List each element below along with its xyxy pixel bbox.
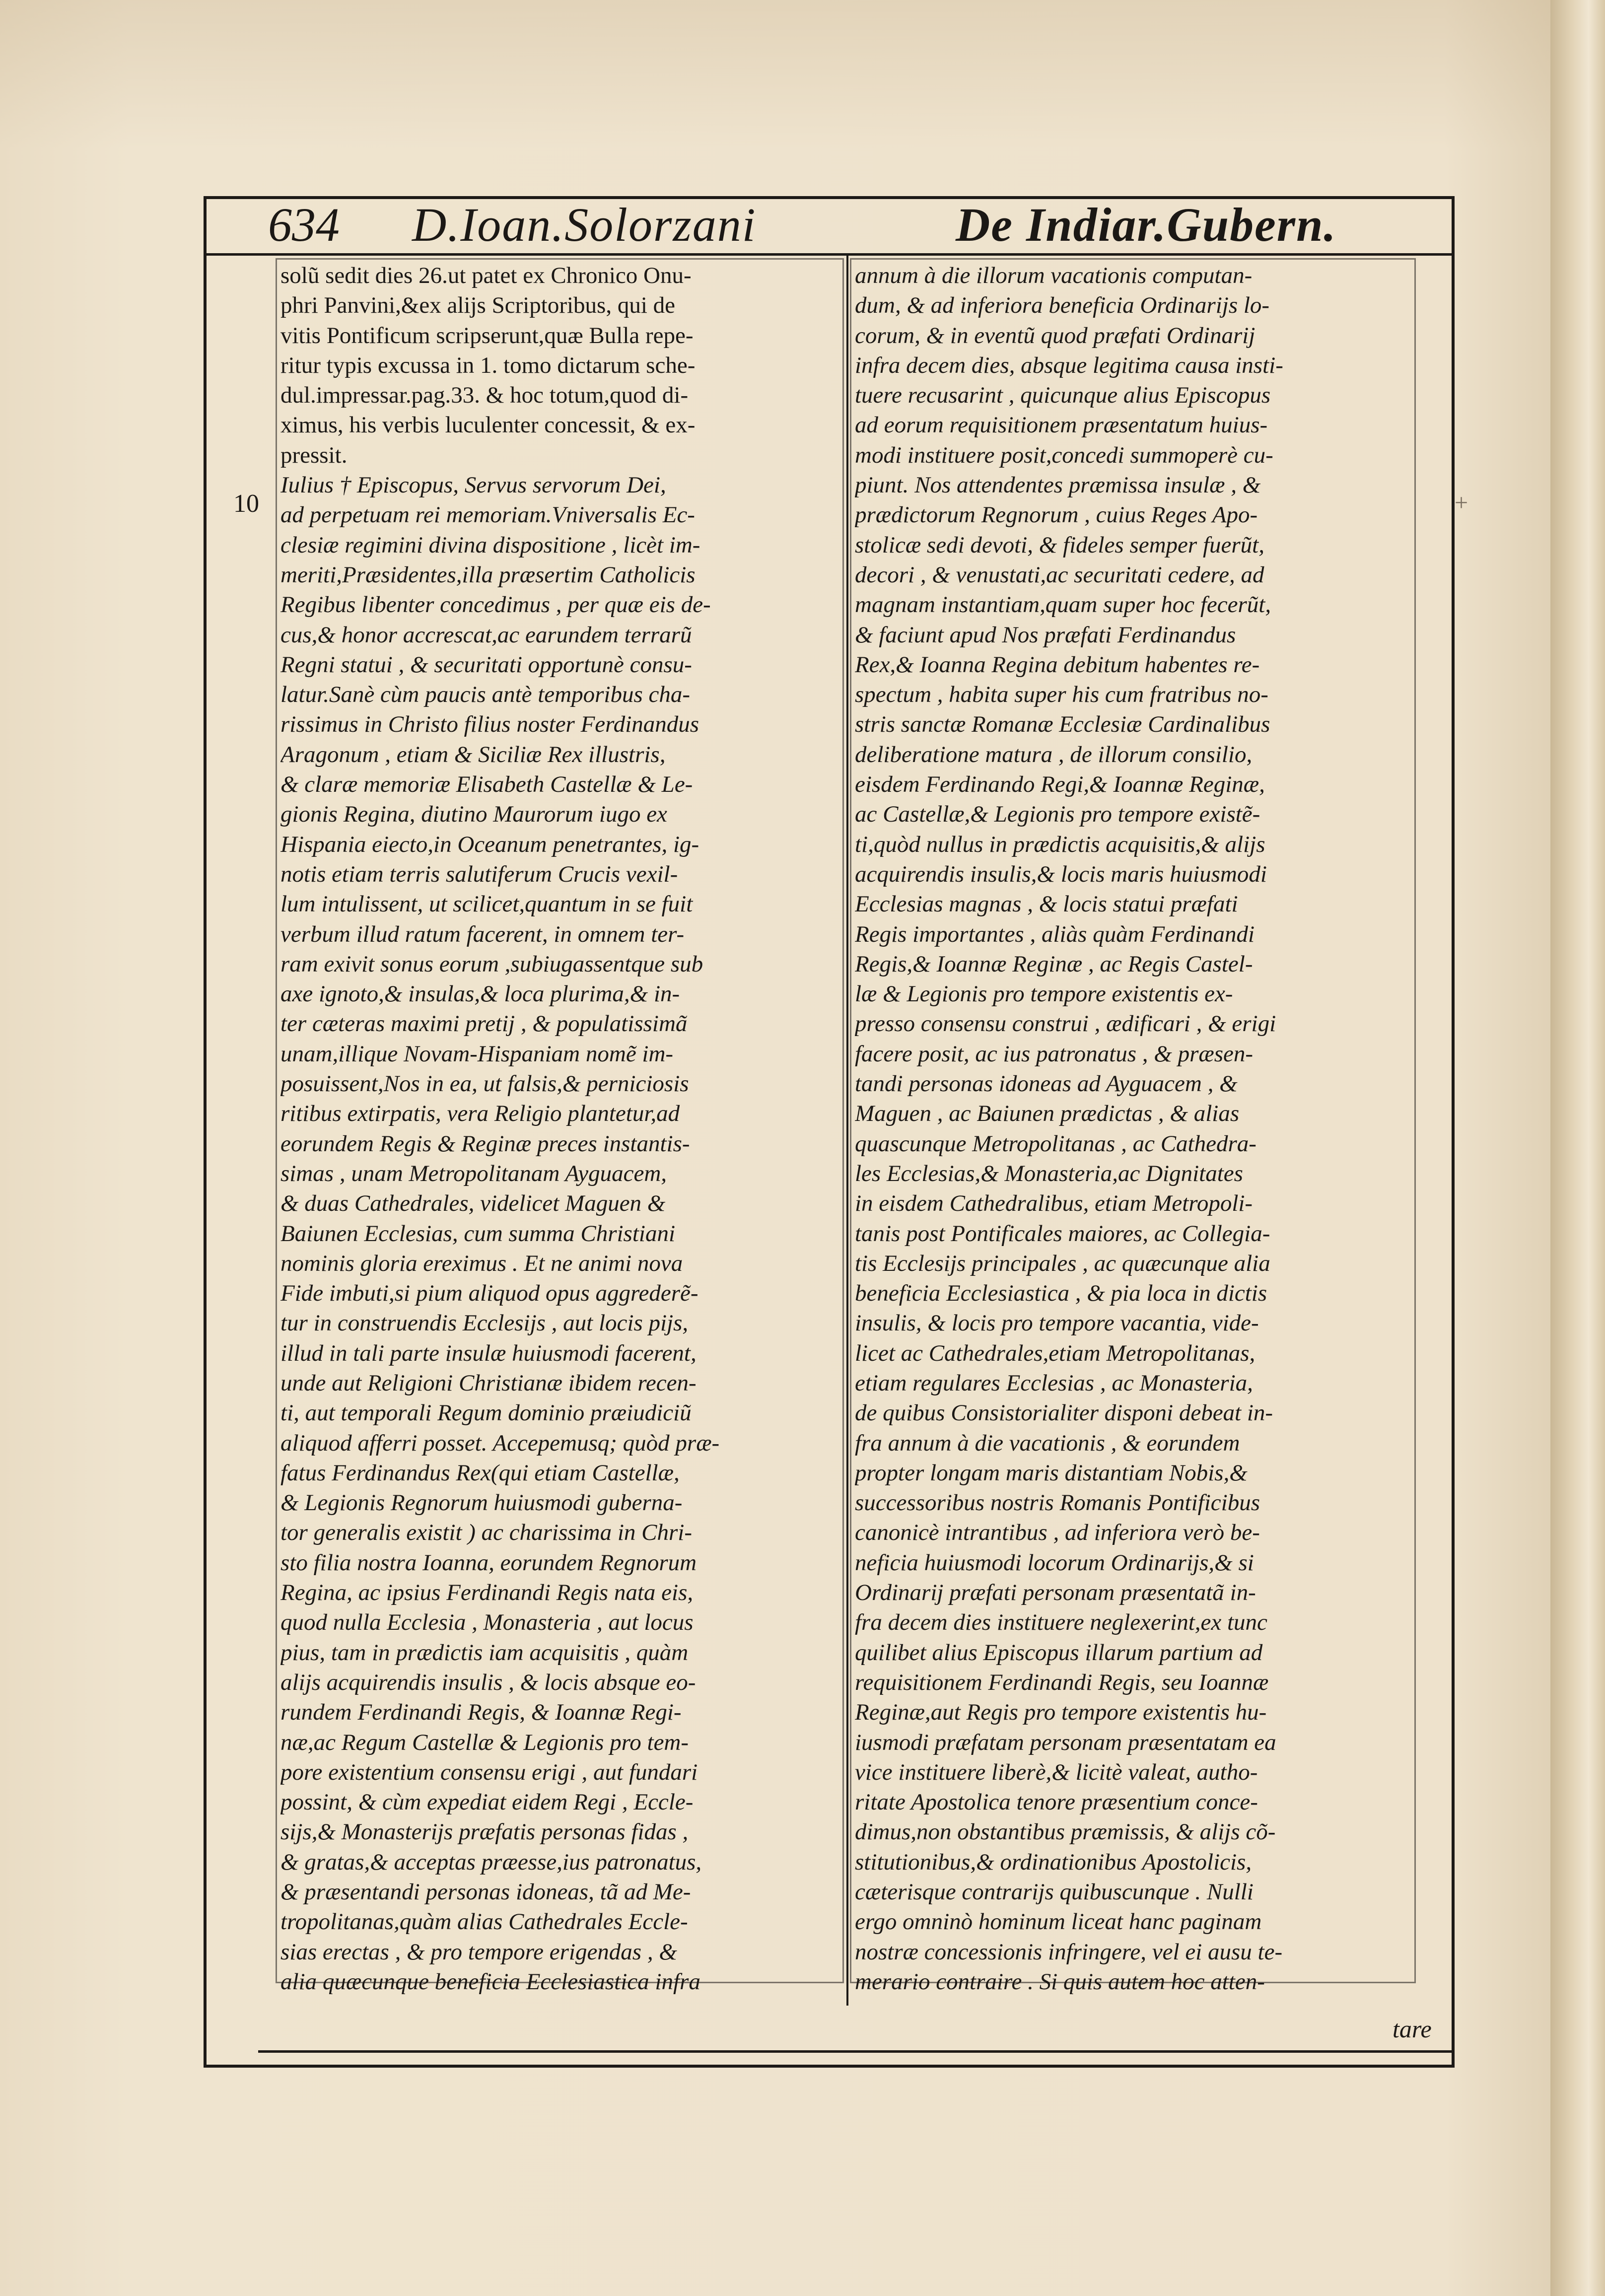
text-line: spectum , habita super his cum fratribus no- <box>855 682 1268 708</box>
text-line: notis etiam terris salutiferum Crucis vexil- <box>280 861 678 887</box>
text-line: fatus Ferdinandus Rex(qui etiam Castellæ, <box>280 1460 680 1486</box>
text-line: & duas Cathedrales, videlicet Maguen & <box>280 1190 666 1217</box>
text-line: requisitionem Ferdinandi Regis, seu Ioannæ <box>855 1669 1269 1695</box>
page-stain <box>0 0 1605 149</box>
header-rule <box>204 253 1455 256</box>
text-line: ac Castellæ,& Legionis pro tempore existẽ- <box>855 801 1260 828</box>
text-line: possint, & cùm expediat eidem Regi , Eccle- <box>280 1789 694 1815</box>
text-line: fra decem dies instituere neglexerint,ex tunc <box>855 1609 1267 1636</box>
text-line: modi instituere posit,concedi summoperè cu- <box>855 442 1273 468</box>
bottom-rule <box>258 2050 1455 2053</box>
text-line: latur.Sanè cùm paucis antè temporibus cha- <box>280 682 691 708</box>
text-line: ter cæteras maximi pretij , & populatissimã <box>280 1011 688 1037</box>
text-line: vitis Pontificum scripserunt,quæ Bulla repe- <box>280 322 694 348</box>
text-line: posuissent,Nos in ea, ut falsis,& perniciosis <box>280 1071 689 1097</box>
text-line: de quibus Consistorialiter disponi debeat in- <box>855 1400 1273 1426</box>
text-line: Maguen , ac Baiunen prædictas , & alias <box>855 1101 1240 1127</box>
text-line: tuere recusarint , quicunque alius Episcopus <box>855 382 1271 409</box>
text-line: in eisdem Cathedralibus, etiam Metropoli- <box>855 1190 1253 1217</box>
text-line: Reginæ,aut Regis pro tempore existentis hu- <box>855 1699 1267 1726</box>
text-line: Regis,& Ioannæ Reginæ , ac Regis Castel- <box>855 951 1253 977</box>
text-line: decori , & venustati,ac securitati cedere, ad <box>855 561 1264 588</box>
text-line: stitutionibus,& ordinationibus Apostolicis, <box>855 1849 1252 1875</box>
text-line: læ & Legionis pro tempore existentis ex- <box>855 981 1233 1007</box>
margin-mark: + <box>1455 489 1468 516</box>
text-line: Ecclesias magnas , & locis statui præfati <box>855 891 1238 917</box>
text-line: dum, & ad inferiora beneficia Ordinarijs lo- <box>855 292 1270 319</box>
text-line: unde aut Religioni Christianæ ibidem recen- <box>280 1370 697 1396</box>
text-line: dul.impressar.pag.33. & hoc totum,quod di- <box>280 382 689 409</box>
text-line: magnam instantiam,quam super hoc fecerũt, <box>855 592 1271 618</box>
text-line: phri Panvini,&ex alijs Scriptoribus, qui de <box>280 292 676 319</box>
text-line: quascunque Metropolitanas , ac Cathedra- <box>855 1130 1256 1157</box>
text-line: simas , unam Metropolitanam Ayguacem, <box>280 1160 667 1186</box>
text-line: Regni statui , & securitati opportunè consu- <box>280 651 692 678</box>
text-line: piunt. Nos attendentes præmissa insulæ , & <box>855 472 1261 498</box>
text-line: etiam regulares Ecclesias , ac Monasteria, <box>855 1370 1253 1396</box>
text-line: dimus,non obstantibus præmissis, & alijs cõ- <box>855 1819 1276 1845</box>
text-line: lum intulissent, ut scilicet,quantum in se fuit <box>280 891 693 917</box>
text-line: Baiunen Ecclesias, cum summa Christiani <box>280 1220 676 1247</box>
text-line: & præsentandi personas idoneas, tã ad Me- <box>280 1879 691 1905</box>
left-column-text <box>280 261 839 1997</box>
text-line: vice instituere liberè,& licitè valeat, autho- <box>855 1759 1258 1785</box>
text-line: Ordinarij præfati personam præsentatã in- <box>855 1580 1256 1606</box>
text-line: annum à die illorum vacationis computan- <box>855 263 1253 288</box>
text-line: les Ecclesias,& Monasteria,ac Dignitates <box>855 1160 1243 1186</box>
text-line: ritibus extirpatis, vera Religio plantetur,ad <box>280 1101 680 1127</box>
text-line: gionis Regina, diutino Maurorum iugo ex <box>280 801 667 828</box>
text-line: neficia huiusmodi locorum Ordinarijs,& si <box>855 1549 1254 1576</box>
text-line: sijs,& Monasterijs præfatis personas fidas , <box>280 1819 689 1845</box>
text-line: tandi personas idoneas ad Ayguacem , & <box>855 1071 1238 1097</box>
text-line: pius, tam in prædictis iam acquisitis , quàm <box>280 1639 689 1666</box>
text-line: verbum illud ratum facerent, in omnem ter- <box>280 921 685 947</box>
text-line: & claræ memoriæ Elisabeth Castellæ & Le- <box>280 771 693 798</box>
text-line: fra annum à die vacationis , & eorundem <box>855 1430 1240 1456</box>
text-line: unam,illique Novam-Hispaniam nomẽ im- <box>280 1041 674 1067</box>
text-line: Fide imbuti,si pium aliquod opus aggrederẽ- <box>280 1280 698 1307</box>
text-line: ergo omninò hominum liceat hanc paginam <box>855 1909 1262 1935</box>
text-line: Iulius † Episcopus, Servus servorum Dei, <box>280 472 666 498</box>
column-divider <box>846 253 848 2006</box>
text-line: clesiæ regimini divina dispositione , licèt im- <box>280 532 700 558</box>
text-line: axe ignoto,& insulas,& loca plurima,& in- <box>280 981 680 1007</box>
text-line: Hispania eiecto,in Oceanum penetrantes, ig- <box>280 831 699 857</box>
text-line: insulis, & locis pro tempore vacantia, vide- <box>855 1310 1259 1336</box>
text-line: presso consensu construi , ædificari , & erigi <box>855 1011 1276 1037</box>
text-line: ti, aut temporali Regum dominio præiudiciũ <box>280 1400 692 1426</box>
text-line: ad eorum requisitionem præsentatum huius- <box>855 412 1268 438</box>
text-line: iusmodi præfatam personam præsentatam ea <box>855 1729 1276 1755</box>
text-line: alia quæcunque beneficia Ecclesiastica infra <box>280 1968 700 1995</box>
text-line: quilibet alius Episcopus illarum partium ad <box>855 1639 1263 1666</box>
text-line: sias erectas , & pro tempore erigendas , & <box>280 1939 677 1965</box>
text-line: Regis importantes , aliàs quàm Ferdinandi <box>855 921 1255 947</box>
text-line: meriti,Præsidentes,illa præsertim Catholicis <box>280 561 696 588</box>
text-line: deliberatione matura , de illorum consilio, <box>855 741 1253 767</box>
text-line: pore existentium consensu erigi , aut fundari <box>280 1759 698 1785</box>
text-line: sto filia nostra Ioanna, eorundem Regnorum <box>280 1549 697 1576</box>
text-line: tis Ecclesijs principales , ac quæcunque alia <box>855 1250 1270 1276</box>
text-line: cus,& honor accrescat,ac earundem terrarũ <box>280 622 692 648</box>
text-line: næ,ac Regum Castellæ & Legionis pro tem- <box>280 1729 689 1755</box>
text-line: ritur typis excussa in 1. tomo dictarum sche- <box>280 352 696 378</box>
running-head-author: D.Ioan.Solorzani <box>412 198 757 251</box>
text-line: licet ac Cathedrales,etiam Metropolitanas, <box>855 1340 1256 1366</box>
text-line: tor generalis existit ) ac charissima in Chri- <box>280 1520 692 1546</box>
text-line: quod nulla Ecclesia , Monasteria , aut locus <box>280 1609 694 1636</box>
text-line: ximus, his verbis luculenter concessit, & ex- <box>280 412 696 438</box>
text-line: corum, & in eventũ quod præfati Ordinarij <box>855 322 1256 348</box>
text-line: solũ sedit dies 26.ut patet ex Chronico Onu- <box>280 263 692 288</box>
text-line: & Legionis Regnorum huiusmodi guberna- <box>280 1490 683 1516</box>
text-line: tur in construendis Ecclesijs , aut locis pijs, <box>280 1310 689 1336</box>
text-line: rundem Ferdinandi Regis, & Ioannæ Regi- <box>280 1699 682 1726</box>
running-head-title: De Indiar.Gubern. <box>956 198 1337 251</box>
text-line: stris sanctæ Romanæ Ecclesiæ Cardinalibus <box>855 711 1270 738</box>
text-line: cæterisque contrarijs quibuscunque . Nulli <box>855 1879 1254 1905</box>
text-line: nostræ concessionis infringere, vel ei ausu te- <box>855 1939 1283 1965</box>
text-line: ad perpetuam rei memoriam.Vniversalis Ec- <box>280 502 695 528</box>
text-line: successoribus nostris Romanis Pontificibus <box>855 1490 1260 1516</box>
text-line: pressit. <box>280 442 348 468</box>
text-line: Regibus libenter concedimus , per quæ eis de- <box>280 592 711 618</box>
text-line: tropolitanas,quàm alias Cathedrales Eccle- <box>280 1909 688 1935</box>
text-line: ti,quòd nullus in prædictis acquisitis,& alijs <box>855 831 1265 857</box>
text-line: tanis post Pontificales maiores, ac Collegia- <box>855 1220 1270 1247</box>
text-line: ritate Apostolica tenore præsentium conce- <box>855 1789 1258 1815</box>
text-line: nominis gloria ereximus . Et ne animi nova <box>280 1250 683 1276</box>
text-line: propter longam maris distantiam Nobis,& <box>855 1460 1248 1486</box>
margin-line-number: 10 <box>233 489 259 518</box>
text-line: infra decem dies, absque legitima causa insti- <box>855 352 1283 378</box>
text-line: facere posit, ac ius patronatus , & præsen- <box>855 1041 1254 1067</box>
text-line: alijs acquirendis insulis , & locis absque eo- <box>280 1669 696 1695</box>
text-line: ram exivit sonus eorum ,subiugassentque sub <box>280 951 703 977</box>
page-number: 634 <box>268 198 340 251</box>
text-line: & faciunt apud Nos præfati Ferdinandus <box>855 622 1236 648</box>
text-line: & gratas,& acceptas præesse,ius patronatus, <box>280 1849 702 1875</box>
catchword: tare <box>1393 2015 1432 2043</box>
text-line: merario contraire . Si quis autem hoc atten- <box>855 1968 1265 1995</box>
text-line: Rex,& Ioanna Regina debitum habentes re- <box>855 651 1260 678</box>
text-line: rissimus in Christo filius noster Ferdinandus <box>280 711 699 738</box>
text-line: acquirendis insulis,& locis maris huiusmodi <box>855 861 1267 887</box>
text-line: prædictorum Regnorum , cuius Reges Apo- <box>855 502 1258 528</box>
text-line: canonicè intrantibus , ad inferiora verò be- <box>855 1520 1260 1546</box>
text-line: stolicæ sedi devoti, & fideles semper fuerũt, <box>855 532 1264 558</box>
adjacent-page-edge <box>1550 0 1605 2296</box>
text-line: aliquod afferri posset. Accepemusq; quòd præ- <box>280 1430 720 1456</box>
text-line: Regina, ac ipsius Ferdinandi Regis nata eis, <box>280 1580 694 1606</box>
text-line: eorundem Regis & Reginæ preces instantis- <box>280 1130 690 1157</box>
text-line: illud in tali parte insulæ huiusmodi facerent, <box>280 1340 697 1366</box>
text-line: Aragonum , etiam & Siciliæ Rex illustris, <box>280 741 666 767</box>
text-line: eisdem Ferdinando Regi,& Ioannæ Reginæ, <box>855 771 1265 798</box>
right-column-text <box>855 261 1411 1997</box>
text-line: beneficia Ecclesiastica , & pia loca in dictis <box>855 1280 1267 1307</box>
